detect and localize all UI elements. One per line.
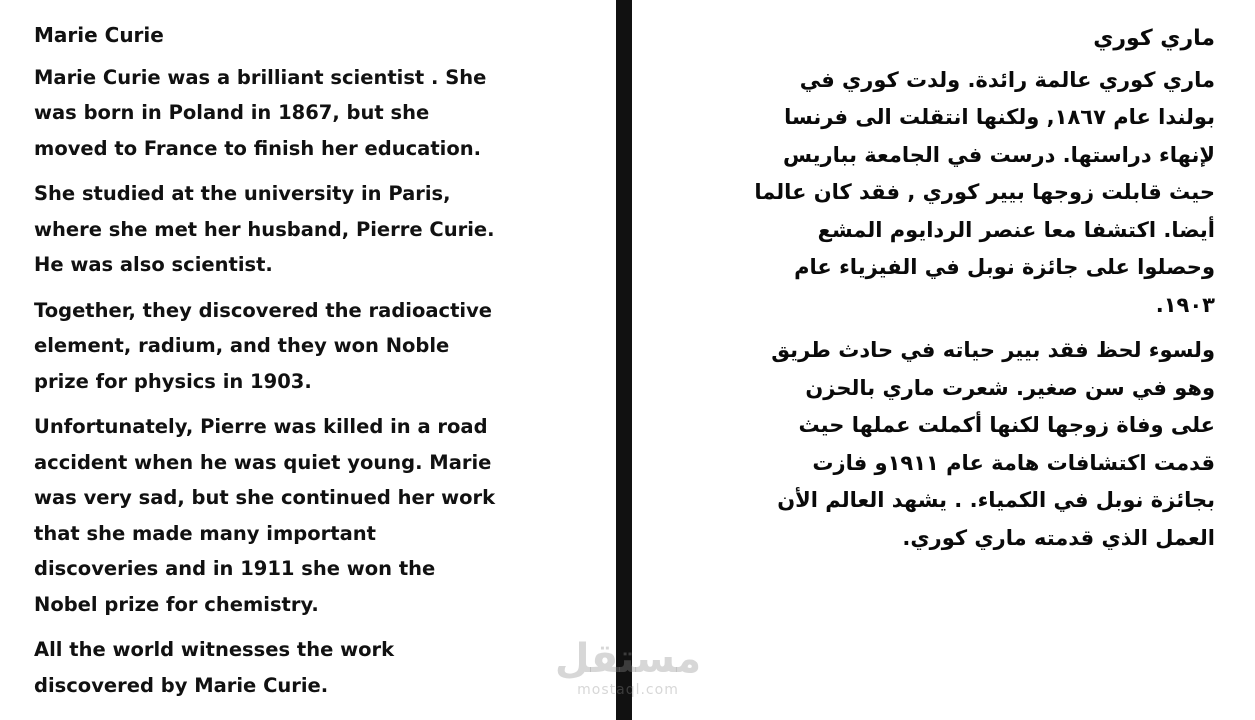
arabic-text-line: قدمت اكتشافات هامة عام ١٩١١و فازت [812,450,1215,475]
english-paragraph [34,60,614,167]
english-text-line: prize for physics in 1903. [34,369,312,393]
english-paragraph [34,293,614,400]
arabic-paragraph [740,62,1215,325]
english-text-line: discovered by Marie Curie. [34,673,329,697]
english-paragraph [34,409,614,622]
english-text-line: was very sad, but she continued her work [34,486,496,509]
arabic-title: ماري كوري [1093,26,1215,51]
arabic-text-line: وحصلوا على جائزة نوبل في الفيزياء عام [794,255,1215,279]
arabic-text-line: على وفاة زوجها لكنها أكملت عملها حيث [798,413,1215,437]
english-text-line: accident when he was quiet young. Marie [34,450,492,474]
watermark-logo [548,636,708,706]
english-text-line: She studied at the university in Paris, [34,182,451,205]
english-text-line: Together, they discovered the radioactive [34,298,493,322]
arabic-text-line: العمل الذي قدمته ماري كوري. [902,525,1215,550]
english-text-line: that she made many important [34,521,376,545]
english-text-line: Unfortunately, Pierre was killed in a road [34,415,488,438]
arabic-text-line: ولسوء لحظ فقد بيير حياته في حادث طريق [771,338,1215,362]
english-text-line: Marie Curie was a brilliant scientist . She [34,65,487,89]
arabic-text-line: ١٩٠٣. [1155,292,1215,317]
english-text-line: discoveries and in 1911 she won the [34,557,436,580]
arabic-text-line: وهو في سن صغير. شعرت ماري بالحزن [805,375,1215,400]
english-text-line: moved to France to finish her education. [34,136,482,160]
english-text-line: was born in Poland in 1867, but she [34,101,430,124]
arabic-text-line: ماري كوري عالمة رائدة. ولدت كوري في [799,67,1215,92]
english-paragraph [34,176,614,283]
arabic-text-column [740,14,1215,565]
english-text-line: All the world witnesses the work [34,638,395,661]
arabic-body [740,62,1215,558]
arabic-paragraph [740,332,1215,557]
watermark-latin: mostaql.com [577,682,679,698]
arabic-text-line: بجائزة نوبل في الكمياء. . يشهد العالم الأن [777,488,1215,512]
english-title: Marie Curie [34,23,164,47]
arabic-text-line: حيث قابلت زوجها بيير كوري , فقد كان عالما [754,180,1215,204]
english-text-line: He was also scientist. [34,253,273,276]
column-divider [616,0,632,720]
arabic-text-line: أيضا. اكتشفا معا عنصر الردايوم المشع [817,217,1215,242]
english-paragraph [34,632,614,703]
english-text-line: element, radium, and they won Noble [34,334,450,357]
arabic-text-line: لإنهاء دراستها. درست في الجامعة بباريس [782,142,1215,167]
english-text-line: where she met her husband, Pierre Curie. [34,217,495,241]
watermark-arabic: مستقل [554,636,702,682]
arabic-text-line: بولندا عام ١٨٦٧, ولكنها انتقلت الى فرنسا [784,105,1215,129]
english-body [34,60,614,704]
english-text-column [34,14,614,713]
english-text-line: Nobel prize for chemistry. [34,592,319,616]
